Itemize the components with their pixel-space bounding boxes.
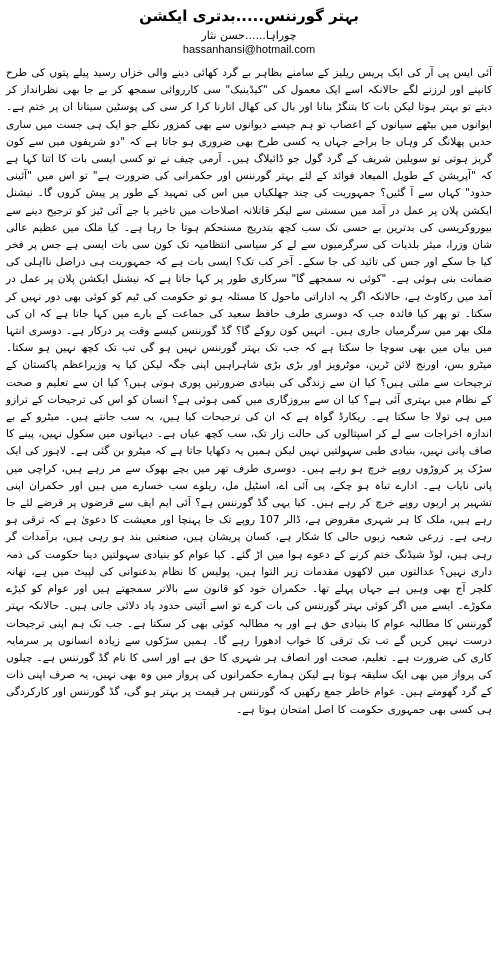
author-email[interactable]: hassanhansi@hotmail.com xyxy=(182,44,316,56)
column-byline: چوراہا......حسن نثار xyxy=(201,29,297,42)
column-title: بہتر گورننس.....بدتری ایکشن xyxy=(139,7,359,25)
column-body: آئی ایس پی آر کی ایک پریس ریلیز کے سامنے بظاہر بے گرد کھائی دینے والی خزاں رسید پیلے پتوں کی طرح کانپنے اور لرزنے لگے حالانکہ اسے ایک معمول کی "کیڈینیک" سی کارروائی سمجھ کر بے جا بھی نظرانداز کر دیتے تو بہتر ہوتا لیکن بات کا بتنگڑ بنانا اور بال کی کھال اتارنا کرا کر سی کی پوسٹین سیتانا ان پر ختم ہے۔ ایوانوں میں بیٹھے سیانوں کے اعصاب تو ہم جیسے دیوانوں سے بھی کمزور نکلے جو ایک ہی جست میں ساری حدیں پھلانگ کر وہاں جا براجے جہاں یہ کسی طرح بھی ضروری ہو جاتا ہے کہ "دو شریفوں میں سے کون گریز ہوتی تو سویلین شریف کے گرد گول جو ڈائیلاگ ہیں۔ آرمی چیف نے تو کسی ایسی بات کا اتنا کہا ہے کہ "آپریشن کے طویل المیعاد فوائد کے لئے بہتر گورننس اور حکمرانی کی ضرورت ہے" تو اس میں "آئینی حدود" کہاں سے آ گئیں؟ جمہوریت کی چند جھلکیاں میں اس کی تمہید کے طور پر پیش کروں گا۔ نیشنل ایکشن پلان پر عمل در آمد میں سستی سے لیکر قاتلانہ اصلاحات میں تاخیر یا جے آئی ٹیز کو ترجیح دینے سے بیوروکریسی کی بدترین بے حسی تک سب کچھ بتدریج مستحکم ہوتا جا رہا ہے۔ کیا ملک میں عظیم عالی شان وزرا، میئر بلدیات کی سرگرمیوں سے لے کر سیاسی انتظامیہ تک کون سی بات ایسی ہے جس پر فخر کیا جا سکے اور جس کی تائید کی جا سکے۔ آخر کب تک؟ ایسی بات ہے کہ جمہوریت ہی دراصل نااہلی کی ضمانت بنی ہوئی ہے۔ "کوئی نہ سمجھے گا" سرکاری طور پر کہا جاتا ہے کہ نیشنل ایکشن پلان پر عمل در آمد میں رکاوٹ ہے، حالانکہ اگر یہ اداراتی ماحول کا مسئلہ ہو تو حکومت کی ٹیم کو کوئی بھی دور نہیں کر سکتا۔ تو پھر کیا فائدہ جب کہ دوسری طرف حافظ سعید کی جماعت کے بارے میں کہا جاتا ہے کہ ان کی ملک بھر میں سرگرمیاں جاری ہیں۔ انہیں کون روکے گا؟ گڈ گورننس کیسے وقت پر درکار ہے۔ دوسری انتہا میں بیان میں بھی سوچا جا سکتا ہے کہ جب تک بہتر گورننس نہیں ہو گی تب تک کچھ نہیں ہو سکتا۔ میٹرو بس، اورنج لائن ٹرین، موٹرویز اور بڑی بڑی شاہراہیں اپنی جگہ لیکن کیا یہ وزیراعظم پاکستان کے ترجیحات سے ملتی ہیں؟ کیا ان سے زندگی کی بنیادی ضرورتیں پوری ہوتی ہیں؟ کیا ان سے تعلیم و صحت کے نظام میں بہتری آئی ہے؟ کیا ان سے بیروزگاری میں کمی ہوئی ہے؟ انسان کو اس کی ترجیحات کے ترازو میں ہی تولا جا سکتا ہے۔ ریکارڈ گواہ ہے کہ ان کی ترجیحات کیا ہیں، یہ سب جانتے ہیں۔ میٹرو کے بے اندازہ اخراجات سے لے کر اسپتالوں کی حالت زار تک، سب کچھ عیاں ہے۔ دیہاتوں میں سکول نہیں، پینے کا صاف پانی نہیں، بنیادی طبی سہولتیں نہیں لیکن ہمیں یہ دکھایا جاتا ہے کہ میٹرو بن گئی ہے۔ لاہور کی ایک سڑک پر کروڑوں روپے خرچ ہو رہے ہیں۔ دوسری طرف تھر میں بچے بھوک سے مر رہے ہیں، کراچی میں پانی نایاب ہے۔ ادارے تباہ ہو چکے، پی آئی اے، اسٹیل مل، ریلوے سب خسارے میں ہیں اور حکمران اپنی تشہیر پر اربوں روپے خرچ کر رہے ہیں۔ کیا یہی گڈ گورننس ہے؟ آئی ایم ایف سے قرضوں پر قرضے لئے جا رہے ہیں، ملک کا ہر شہری مقروض ہے، ڈالر 107 روپے تک جا پہنچا اور معیشت کا دعویٰ ہے کہ ترقی ہو رہی ہے۔ زرعی شعبہ زبوں حالی کا شکار ہے، کسان پریشان ہیں، صنعتیں بند ہو رہی ہیں، برآمدات گر رہی ہیں، لوڈ شیڈنگ ختم کرنے کے دعوے ہوا میں اڑ گئے۔ کیا عوام کو بنیادی سہولتیں دینا حکومت کی ذمہ داری نہیں؟ عدالتوں میں لاکھوں مقدمات زیر التوا ہیں، پولیس کا نظام بدعنوانی کی لپیٹ میں ہے، تھانہ کلچر آج بھی وہیں ہے جہاں پہلے تھا۔ حکمران خود کو قانون سے بالاتر سمجھتے ہیں اور عوام کو کیڑے مکوڑے۔ ایسے میں اگر کوئی بہتر گورننس کی بات کرے تو اسے آئینی حدود یاد دلائی جاتی ہیں۔ حالانکہ بہتر گورننس کا مطالبہ عوام کا بنیادی حق ہے اور یہ مطالبہ کوئی بھی کر سکتا ہے۔ جب تک ہم اپنی ترجیحات درست نہیں کریں گے تب تک ترقی کا خواب ادھورا رہے گا۔ ہمیں سڑکوں سے زیادہ انسانوں پر سرمایہ کاری کی ضرورت ہے۔ تعلیم، صحت اور انصاف ہر شہری کا حق ہے اور اسی کا نام گڈ گورننس ہے۔ چیلوں کی پرواز میں بھی ایک سلیقہ ہوتا ہے لیکن ہمارے حکمرانوں کی پرواز میں وہ بھی نہیں، یہ صرف اپنی ذات کے گرد گھومتے ہیں۔ عوام خاطر جمع رکھیں کہ گورننس ہر قیمت پر بہتر ہو گی، گڈ گورننس اور کارکردگی ہی کسی بھی جمہوری حکومت کا اصل امتحان ہوتا ہے۔ xyxy=(6,67,493,716)
